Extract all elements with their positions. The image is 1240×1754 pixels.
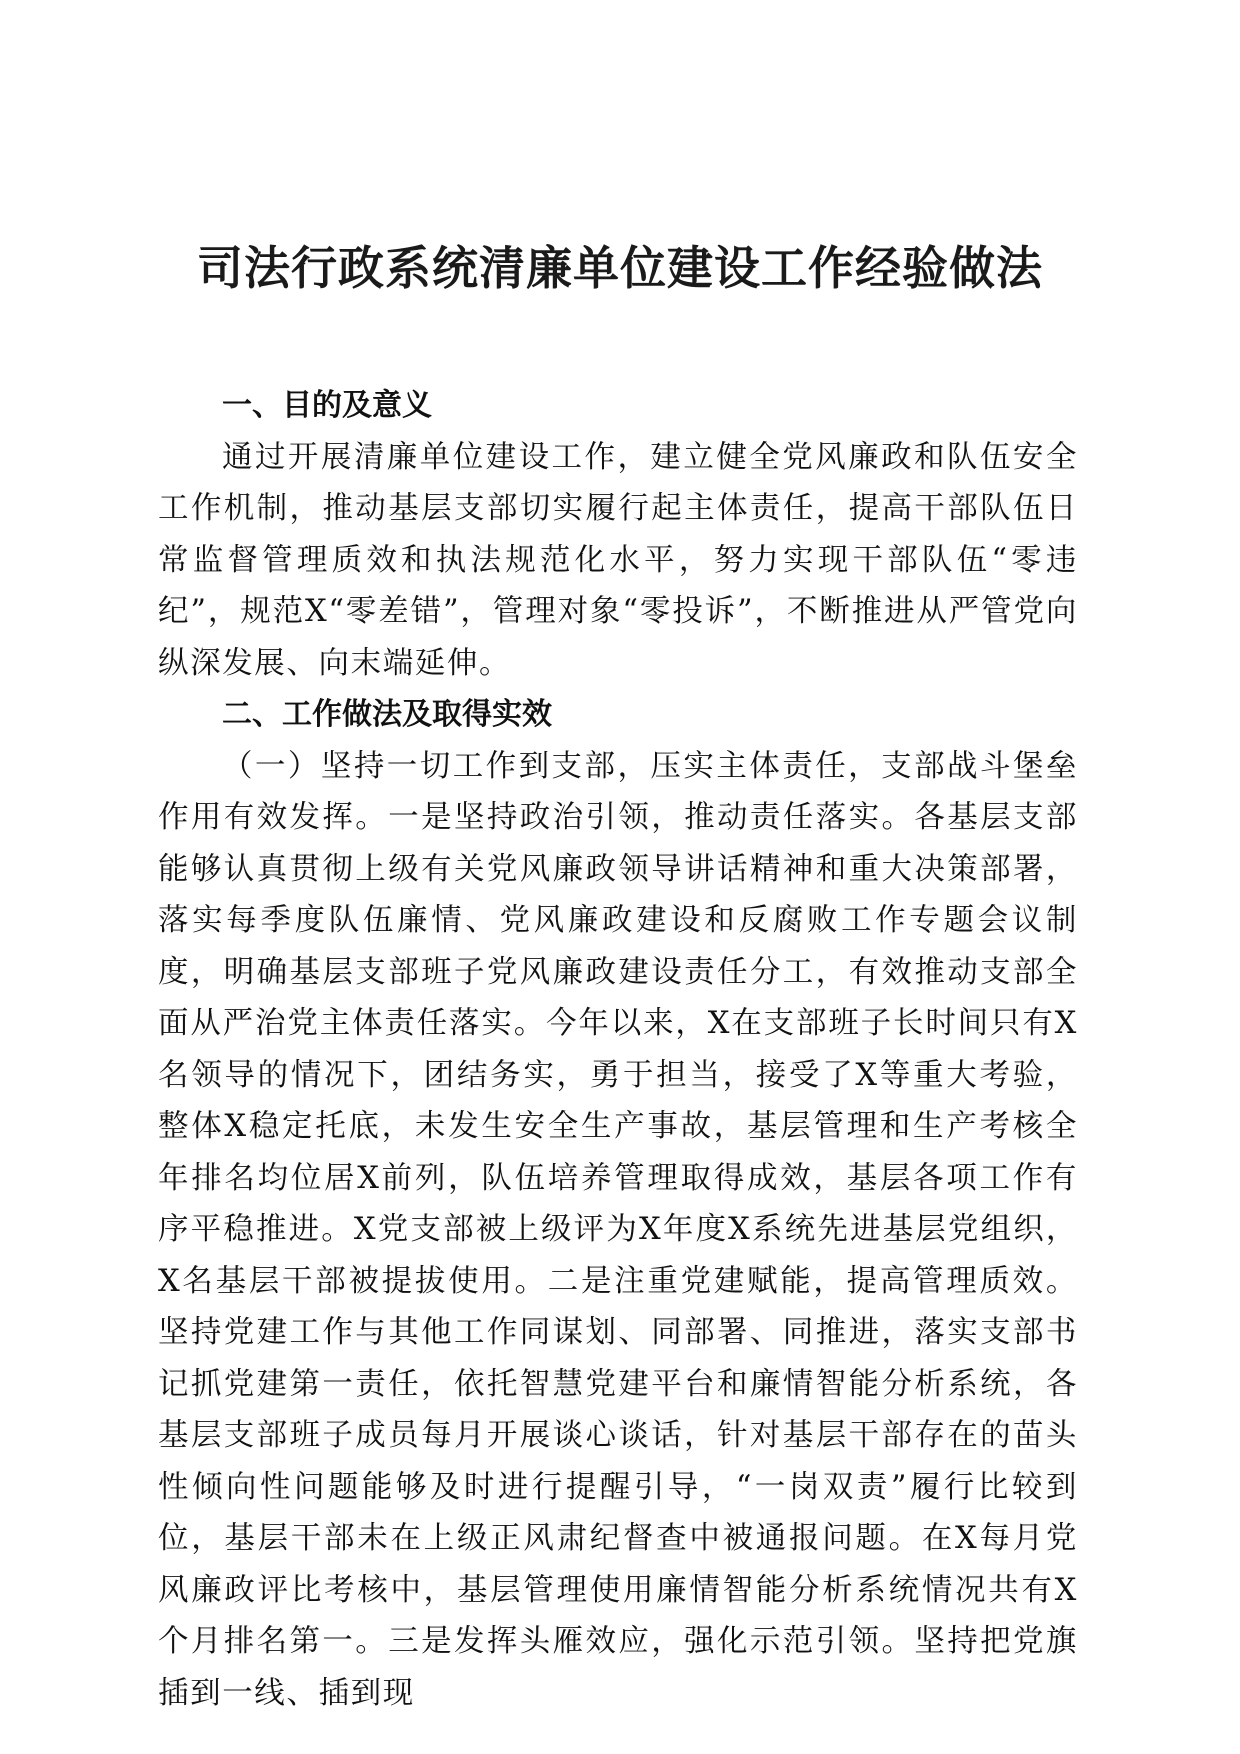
section-heading-practices: 二、工作做法及取得实效 bbox=[222, 697, 552, 732]
section-heading-purpose: 一、目的及意义 bbox=[222, 388, 432, 423]
paragraph-purpose: 通过开展清廉单位建设工作，建立健全党风廉政和队伍安全工作机制，推动基层支部切实履行起主体责任，提高干部队伍日常监督管理质效和执法规范化水平，努力实现干部队伍“零违纪”，规范X“零差错”，管理对象“零投诉”，不断推进从严管党向纵深发展、向末端延伸。 bbox=[158, 439, 1078, 681]
paragraph-practices: （一）坚持一切工作到支部，压实主体责任，支部战斗堡垒作用有效发挥。一是坚持政治引领，推动责任落实。各基层支部能够认真贯彻上级有关党风廉政领导讲话精神和重大决策部署，落实每季度队伍廉情、党风廉政建设和反腐败工作专题会议制度，明确基层支部班子党风廉政建设责任分工，有效推动支部全面从严治党主体责任落实。今年以来，X在支部班子长时间只有X名领导的情况下，团结务实，勇于担当，接受了X等重大考验，整体X稳定托底，未发生安全生产事故，基层管理和生产考核全年排名均位居X前列，队伍培养管理取得成效，基层各项工作有序平稳推进。X党支部被上级评为X年度X系统先进基层党组织，X名基层干部被提拔使用。二是注重党建赋能，提高管理质效。坚持党建工作与其他工作同谋划、同部署、同推进，落实支部书记抓党建第一责任，依托智慧党建平台和廉情智能分析系统，各基层支部班子成员每月开展谈心谈话，针对基层干部存在的苗头性倾向性问题能够及时进行提醒引导，“一岗双责”履行比较到位，基层干部未在上级正风肃纪督查中被通报问题。在X每月党风廉政评比考核中，基层管理使用廉情智能分析系统情况共有X个月排名第一。三是发挥头雁效应，强化示范引领。坚持把党旗插到一线、插到现 bbox=[158, 748, 1078, 1711]
document-body bbox=[158, 380, 1078, 1719]
document-title: 司法行政系统清廉单位建设工作经验做法 bbox=[197, 241, 1043, 295]
